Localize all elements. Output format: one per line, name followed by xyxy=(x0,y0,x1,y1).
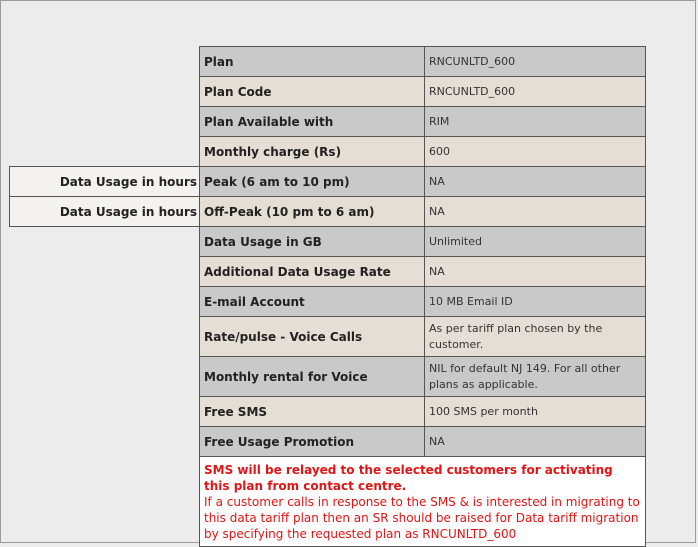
row-value: NA xyxy=(425,167,646,197)
row-label: Plan xyxy=(200,47,425,77)
table-row xyxy=(200,427,646,457)
table-row xyxy=(200,397,646,427)
sms-note-headline: SMS will be relayed to the selected customers for activating this plan from contact centre. xyxy=(204,463,613,493)
table-row xyxy=(200,167,646,197)
row-label: Free Usage Promotion xyxy=(200,427,425,457)
plan-details-table xyxy=(199,46,646,547)
row-label: Off-Peak (10 pm to 6 am) xyxy=(200,197,425,227)
row-label: Plan Code xyxy=(200,77,425,107)
row-label: Additional Data Usage Rate xyxy=(200,257,425,287)
table-row xyxy=(200,357,646,397)
row-value: 100 SMS per month xyxy=(425,397,646,427)
table-row xyxy=(200,197,646,227)
row-value: NA xyxy=(425,197,646,227)
row-value: 10 MB Email ID xyxy=(425,287,646,317)
side-label-peak: Data Usage in hours xyxy=(9,166,199,197)
table-row xyxy=(200,47,646,77)
row-label: Monthly rental for Voice xyxy=(200,357,425,397)
row-value: NIL for default NJ 149. For all other plans as applicable. xyxy=(425,357,646,397)
row-value: RIM xyxy=(425,107,646,137)
row-value: RNCUNLTD_600 xyxy=(425,77,646,107)
row-label: E-mail Account xyxy=(200,287,425,317)
row-label: Peak (6 am to 10 pm) xyxy=(200,167,425,197)
row-label: Data Usage in GB xyxy=(200,227,425,257)
side-label-offpeak: Data Usage in hours xyxy=(9,196,199,227)
table-row xyxy=(200,287,646,317)
table-row xyxy=(200,227,646,257)
row-value: 600 xyxy=(425,137,646,167)
row-value: NA xyxy=(425,427,646,457)
table-row xyxy=(200,257,646,287)
table-row xyxy=(200,137,646,167)
row-value: As per tariff plan chosen by the customer. xyxy=(425,317,646,357)
sms-note-row xyxy=(200,457,646,547)
row-value: NA xyxy=(425,257,646,287)
sms-note xyxy=(200,457,646,547)
row-value: Unlimited xyxy=(425,227,646,257)
row-label: Monthly charge (Rs) xyxy=(200,137,425,167)
row-label: Free SMS xyxy=(200,397,425,427)
row-label: Rate/pulse - Voice Calls xyxy=(200,317,425,357)
row-value: RNCUNLTD_600 xyxy=(425,47,646,77)
row-label: Plan Available with xyxy=(200,107,425,137)
table-row xyxy=(200,77,646,107)
table-row xyxy=(200,317,646,357)
sms-note-body: If a customer calls in response to the SMS & is interested in migrating to this data tariff plan then an SR should be raised for Data tariff migration by specifying the requested plan as RNCUNLTD_600 xyxy=(204,495,640,541)
table-row xyxy=(200,107,646,137)
